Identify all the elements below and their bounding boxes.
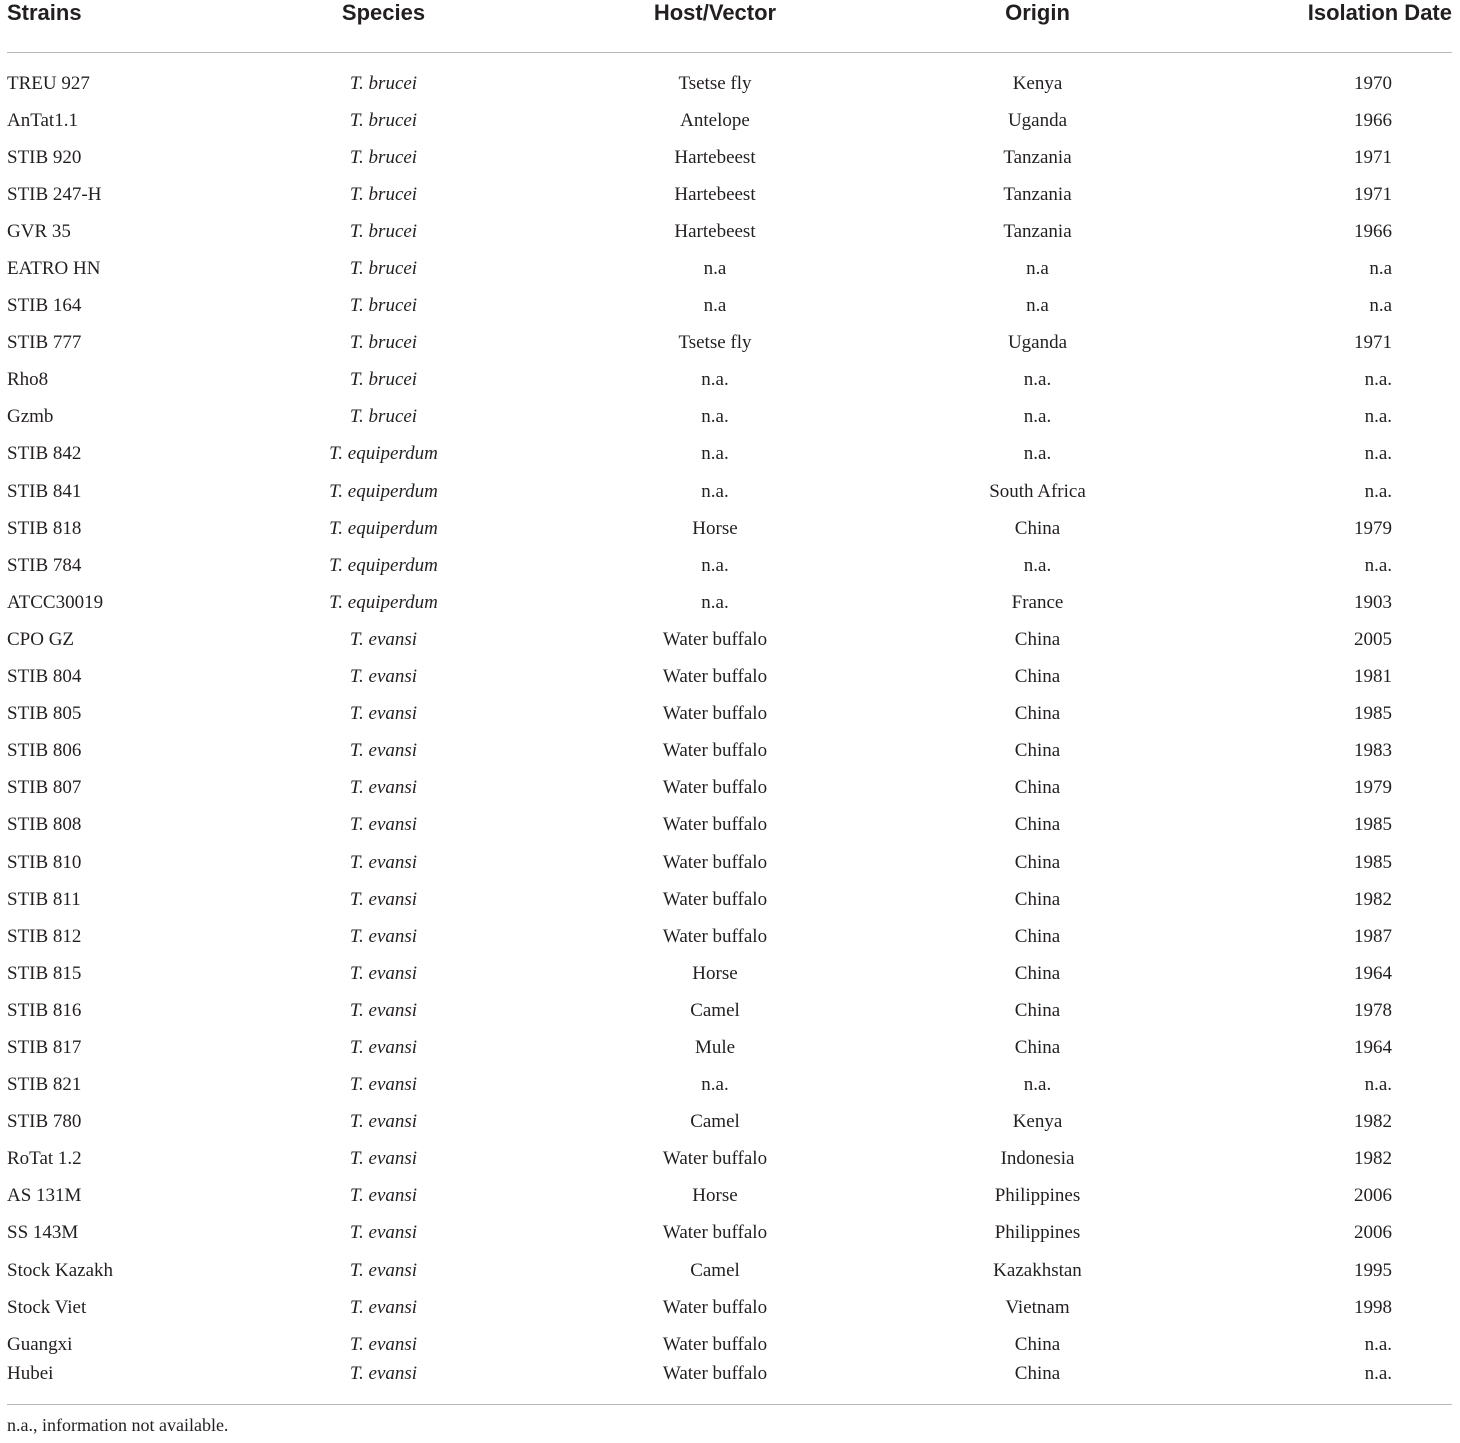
cell-host-vector: n.a. <box>701 554 729 576</box>
cell-isolation-date: 1966 <box>1354 220 1392 242</box>
cell-origin: Tanzania <box>1003 183 1072 205</box>
cell-species: T. evansi <box>349 1363 418 1385</box>
cell-isolation-date: 1971 <box>1354 183 1392 205</box>
header-isolation-date: Isolation Date <box>1307 0 1452 25</box>
table-row <box>7 1029 1452 1066</box>
cell-species: T. equiperdum <box>329 554 438 576</box>
cell-isolation-date: 1966 <box>1354 109 1392 131</box>
table-row <box>7 770 1452 807</box>
cell-origin: n.a. <box>1023 443 1052 465</box>
header-host-vector: Host/Vector <box>653 0 777 25</box>
cell-host-vector: Water buffalo <box>662 740 768 762</box>
table-row <box>7 102 1452 139</box>
cell-species: T. evansi <box>349 1036 418 1058</box>
cell-host-vector: Horse <box>692 517 738 539</box>
cell-isolation-date: 1970 <box>1354 72 1392 94</box>
cell-host-vector: Camel <box>690 1259 740 1281</box>
cell-isolation-date: 1979 <box>1354 517 1392 539</box>
cell-species: T. evansi <box>349 1074 418 1096</box>
table-header <box>7 0 1452 53</box>
table-row <box>7 250 1452 287</box>
strains-table <box>7 0 1452 1405</box>
cell-species: T. evansi <box>349 888 418 910</box>
cell-isolation-date: n.a. <box>1364 1333 1392 1355</box>
cell-strain: STIB 842 <box>7 443 82 465</box>
cell-strain: STIB 812 <box>7 925 82 947</box>
table-row <box>7 844 1452 881</box>
cell-strain: EATRO HN <box>7 258 101 280</box>
cell-strain: STIB 841 <box>7 480 82 502</box>
table-row <box>7 1141 1452 1178</box>
cell-origin: China <box>1014 851 1061 873</box>
cell-host-vector: n.a. <box>701 480 729 502</box>
cell-strain: CPO GZ <box>7 628 75 650</box>
cell-host-vector: Water buffalo <box>662 1296 768 1318</box>
cell-isolation-date: n.a. <box>1364 554 1392 576</box>
table-row <box>7 696 1452 733</box>
cell-species: T. evansi <box>349 814 418 836</box>
cell-isolation-date: 2006 <box>1354 1222 1392 1244</box>
cell-strain: AS 131M <box>7 1185 82 1207</box>
cell-isolation-date: 1982 <box>1354 1111 1392 1133</box>
cell-species: T. brucei <box>349 295 418 317</box>
cell-strain: STIB 818 <box>7 517 82 539</box>
table-bottom-rule <box>7 1404 1452 1405</box>
cell-species: T. equiperdum <box>329 591 438 613</box>
cell-isolation-date: 1979 <box>1354 777 1392 799</box>
table-row <box>7 733 1452 770</box>
cell-species: T. brucei <box>349 369 418 391</box>
cell-strain: STIB 806 <box>7 740 82 762</box>
cell-host-vector: Hartebeest <box>674 220 756 242</box>
cell-species: T. evansi <box>349 1222 418 1244</box>
cell-origin: Philippines <box>994 1185 1081 1207</box>
cell-strain: STIB 247-H <box>7 183 102 205</box>
cell-species: T. brucei <box>349 332 418 354</box>
cell-origin: China <box>1014 1363 1061 1385</box>
cell-species: T. brucei <box>349 406 418 428</box>
cell-strain: TREU 927 <box>7 72 90 94</box>
cell-species: T. evansi <box>349 1296 418 1318</box>
cell-isolation-date: 1971 <box>1354 332 1392 354</box>
table-row <box>7 1326 1452 1363</box>
cell-species: T. equiperdum <box>329 517 438 539</box>
cell-host-vector: Antelope <box>680 109 750 131</box>
cell-origin: n.a <box>1026 258 1049 280</box>
cell-origin: n.a. <box>1023 406 1052 428</box>
table-row <box>7 807 1452 844</box>
cell-origin: China <box>1014 1036 1061 1058</box>
cell-species: T. equiperdum <box>329 443 438 465</box>
cell-host-vector: n.a. <box>701 1074 729 1096</box>
cell-origin: Indonesia <box>1000 1148 1075 1170</box>
cell-origin: China <box>1014 703 1061 725</box>
cell-species: T. brucei <box>349 183 418 205</box>
table-row <box>7 325 1452 362</box>
cell-strain: STIB 920 <box>7 146 82 168</box>
cell-origin: China <box>1014 628 1061 650</box>
cell-host-vector: Horse <box>692 962 738 984</box>
cell-isolation-date: n.a <box>1369 258 1392 280</box>
cell-strain: STIB 777 <box>7 332 82 354</box>
table-row <box>7 176 1452 213</box>
cell-origin: Kazakhstan <box>993 1259 1082 1281</box>
cell-strain: Stock Kazakh <box>7 1259 114 1281</box>
cell-isolation-date: 1983 <box>1354 740 1392 762</box>
cell-isolation-date: 1987 <box>1354 925 1392 947</box>
cell-isolation-date: n.a <box>1369 295 1392 317</box>
cell-species: T. evansi <box>349 1333 418 1355</box>
cell-origin: Philippines <box>994 1222 1081 1244</box>
cell-species: T. evansi <box>349 1259 418 1281</box>
cell-species: T. evansi <box>349 925 418 947</box>
cell-host-vector: Camel <box>690 1111 740 1133</box>
cell-host-vector: Water buffalo <box>662 814 768 836</box>
cell-host-vector: Water buffalo <box>662 888 768 910</box>
cell-strain: RoTat 1.2 <box>7 1148 82 1170</box>
cell-species: T. evansi <box>349 999 418 1021</box>
cell-origin: France <box>1011 591 1064 613</box>
table-row <box>7 213 1452 250</box>
cell-isolation-date: 1985 <box>1354 814 1392 836</box>
cell-strain: ATCC30019 <box>7 591 104 613</box>
cell-species: T. evansi <box>349 703 418 725</box>
cell-host-vector: Tsetse fly <box>678 332 752 354</box>
table-row <box>7 362 1452 399</box>
cell-host-vector: Hartebeest <box>674 146 756 168</box>
cell-host-vector: Horse <box>692 1185 738 1207</box>
cell-host-vector: Water buffalo <box>662 851 768 873</box>
cell-origin: n.a. <box>1023 554 1052 576</box>
strains-table-container <box>7 0 1452 1405</box>
cell-strain: Hubei <box>7 1363 54 1385</box>
cell-strain: AnTat1.1 <box>7 109 78 131</box>
cell-species: T. evansi <box>349 962 418 984</box>
cell-strain: STIB 164 <box>7 295 82 317</box>
table-row <box>7 139 1452 176</box>
cell-origin: Tanzania <box>1003 220 1072 242</box>
cell-host-vector: Mule <box>694 1036 736 1058</box>
table-row <box>7 473 1452 510</box>
cell-isolation-date: 1964 <box>1354 1036 1392 1058</box>
table-row <box>7 1363 1452 1405</box>
cell-isolation-date: 1995 <box>1354 1259 1392 1281</box>
cell-origin: Tanzania <box>1003 146 1072 168</box>
cell-strain: Rho8 <box>7 369 49 391</box>
cell-host-vector: Camel <box>690 999 740 1021</box>
header-row <box>7 0 1452 53</box>
cell-strain: STIB 810 <box>7 851 82 873</box>
cell-host-vector: Water buffalo <box>662 1363 768 1385</box>
header-origin: Origin <box>1005 0 1070 25</box>
table-row <box>7 1289 1452 1326</box>
cell-host-vector: n.a <box>703 295 727 317</box>
cell-host-vector: n.a. <box>701 369 729 391</box>
cell-host-vector: Water buffalo <box>662 1333 768 1355</box>
cell-species: T. evansi <box>349 666 418 688</box>
cell-species: T. evansi <box>349 851 418 873</box>
table-row <box>7 1215 1452 1252</box>
cell-isolation-date: 1982 <box>1354 888 1392 910</box>
cell-host-vector: Water buffalo <box>662 703 768 725</box>
table-row <box>7 881 1452 918</box>
table-row <box>7 288 1452 325</box>
cell-strain: STIB 807 <box>7 777 82 799</box>
cell-isolation-date: 1998 <box>1354 1296 1392 1318</box>
cell-species: T. evansi <box>349 1111 418 1133</box>
cell-isolation-date: 2005 <box>1354 628 1392 650</box>
cell-origin: China <box>1014 814 1061 836</box>
cell-origin: China <box>1014 666 1061 688</box>
table-row <box>7 436 1452 473</box>
header-strains: Strains <box>7 0 82 25</box>
table-row <box>7 621 1452 658</box>
cell-species: T. brucei <box>349 220 418 242</box>
cell-origin: Vietnam <box>1005 1296 1070 1318</box>
cell-strain: GVR 35 <box>7 220 71 242</box>
cell-isolation-date: 1903 <box>1354 591 1392 613</box>
cell-species: T. evansi <box>349 1185 418 1207</box>
cell-origin: Kenya <box>1012 72 1063 94</box>
cell-strain: STIB 804 <box>7 666 82 688</box>
cell-strain: STIB 808 <box>7 814 82 836</box>
table-row <box>7 1178 1452 1215</box>
cell-origin: China <box>1014 888 1061 910</box>
cell-species: T. brucei <box>349 109 418 131</box>
cell-strain: STIB 780 <box>7 1111 82 1133</box>
cell-host-vector: Water buffalo <box>662 666 768 688</box>
cell-species: T. equiperdum <box>329 480 438 502</box>
cell-isolation-date: n.a. <box>1364 480 1392 502</box>
cell-strain: STIB 816 <box>7 999 82 1021</box>
table-row <box>7 659 1452 696</box>
cell-isolation-date: 1971 <box>1354 146 1392 168</box>
table-body <box>7 53 1452 1406</box>
cell-isolation-date: 2006 <box>1354 1185 1392 1207</box>
table-row <box>7 584 1452 621</box>
cell-strain: STIB 805 <box>7 703 82 725</box>
cell-isolation-date: 1981 <box>1354 666 1392 688</box>
cell-strain: STIB 815 <box>7 962 82 984</box>
cell-origin: China <box>1014 999 1061 1021</box>
table-row <box>7 510 1452 547</box>
cell-strain: STIB 821 <box>7 1074 82 1096</box>
table-row <box>7 1252 1452 1289</box>
cell-host-vector: Water buffalo <box>662 925 768 947</box>
cell-host-vector: Water buffalo <box>662 628 768 650</box>
cell-isolation-date: n.a. <box>1364 443 1392 465</box>
cell-species: T. brucei <box>349 72 418 94</box>
table-row <box>7 547 1452 584</box>
cell-origin: Kenya <box>1012 1111 1063 1133</box>
cell-species: T. evansi <box>349 1148 418 1170</box>
header-species: Species <box>341 0 426 25</box>
cell-isolation-date: n.a. <box>1364 406 1392 428</box>
table-row <box>7 992 1452 1029</box>
cell-species: T. evansi <box>349 777 418 799</box>
table-row <box>7 1104 1452 1141</box>
table-row <box>7 53 1452 103</box>
cell-strain: SS 143M <box>7 1222 79 1244</box>
cell-origin: n.a. <box>1023 369 1052 391</box>
table-row <box>7 399 1452 436</box>
cell-isolation-date: 1978 <box>1354 999 1392 1021</box>
table-row <box>7 955 1452 992</box>
table-row <box>7 918 1452 955</box>
cell-isolation-date: 1964 <box>1354 962 1392 984</box>
cell-species: T. brucei <box>349 146 418 168</box>
cell-isolation-date: n.a. <box>1364 1074 1392 1096</box>
cell-host-vector: n.a. <box>701 443 729 465</box>
cell-isolation-date: n.a. <box>1364 1363 1392 1385</box>
cell-isolation-date: n.a. <box>1364 369 1392 391</box>
table-footnote: n.a., information not available. <box>7 1415 229 1435</box>
cell-origin: China <box>1014 1333 1061 1355</box>
cell-host-vector: Water buffalo <box>662 1222 768 1244</box>
cell-isolation-date: 1985 <box>1354 851 1392 873</box>
cell-origin: Uganda <box>1007 332 1068 354</box>
cell-host-vector: n.a. <box>701 591 729 613</box>
cell-origin: Uganda <box>1007 109 1068 131</box>
cell-species: T. brucei <box>349 258 418 280</box>
cell-isolation-date: 1985 <box>1354 703 1392 725</box>
cell-host-vector: Water buffalo <box>662 1148 768 1170</box>
cell-isolation-date: 1982 <box>1354 1148 1392 1170</box>
cell-origin: China <box>1014 962 1061 984</box>
cell-species: T. evansi <box>349 628 418 650</box>
cell-origin: China <box>1014 740 1061 762</box>
table-row <box>7 1067 1452 1104</box>
cell-strain: Stock Viet <box>7 1296 87 1318</box>
cell-origin: China <box>1014 517 1061 539</box>
cell-origin: South Africa <box>989 480 1086 502</box>
cell-strain: Gzmb <box>7 406 54 428</box>
cell-origin: China <box>1014 925 1061 947</box>
cell-origin: n.a. <box>1023 1074 1052 1096</box>
cell-strain: STIB 817 <box>7 1036 82 1058</box>
cell-host-vector: Hartebeest <box>674 183 756 205</box>
cell-host-vector: Tsetse fly <box>678 72 752 94</box>
cell-origin: n.a <box>1026 295 1049 317</box>
cell-host-vector: n.a. <box>701 406 729 428</box>
cell-host-vector: Water buffalo <box>662 777 768 799</box>
cell-strain: STIB 811 <box>7 888 81 910</box>
cell-origin: China <box>1014 777 1061 799</box>
cell-strain: STIB 784 <box>7 554 82 576</box>
cell-species: T. evansi <box>349 740 418 762</box>
cell-host-vector: n.a <box>703 258 727 280</box>
cell-strain: Guangxi <box>7 1333 73 1355</box>
